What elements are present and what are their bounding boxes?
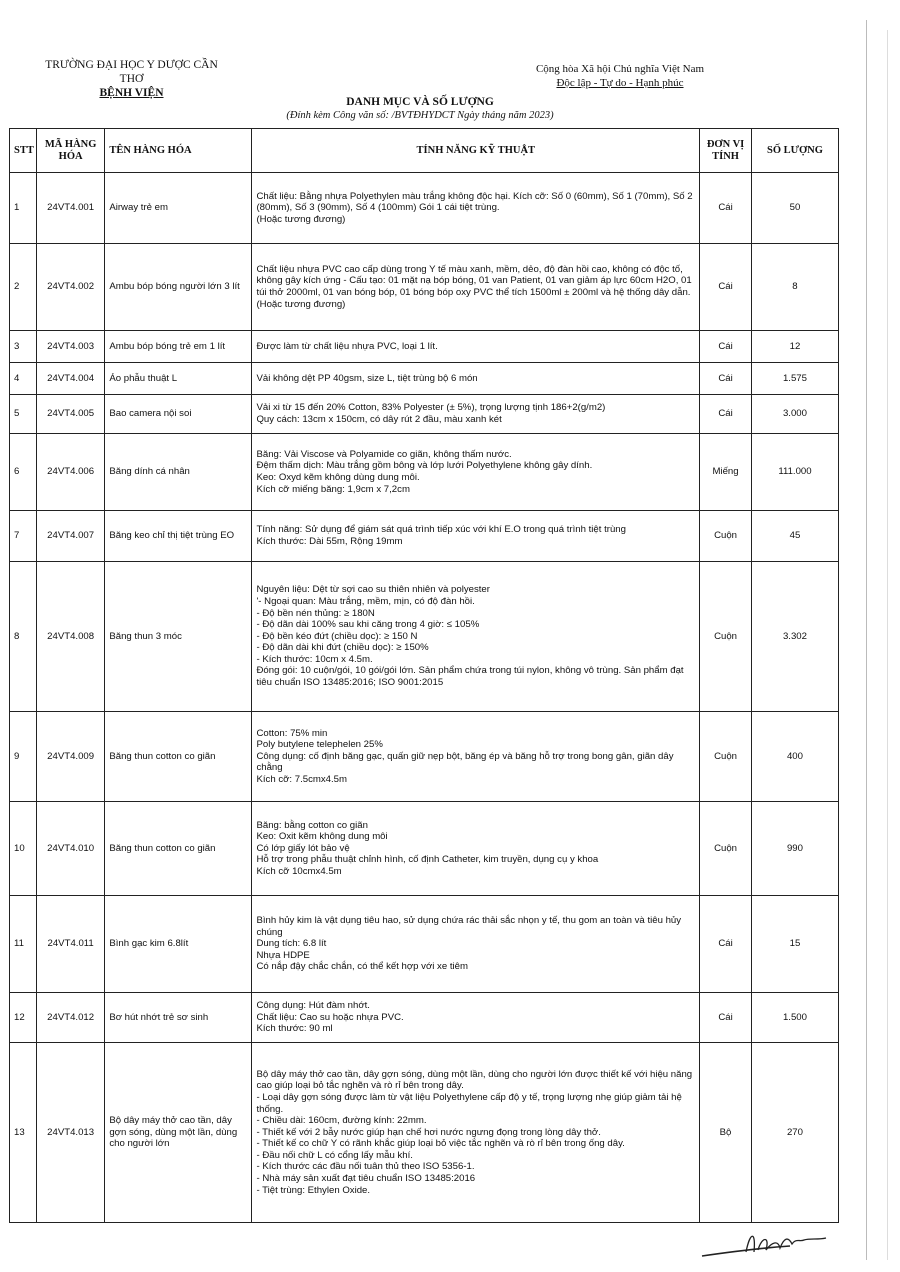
document-title: DANH MỤC VÀ SỐ LƯỢNG (346, 96, 494, 108)
header-stt: STT (10, 129, 37, 173)
cell-spec: Băng: bằng cotton co giãn Keo: Oxit kẽm không dung môi Có lớp giấy lót bảo vệ Hỗ trợ trong phẫu thuật chỉnh hình, cố định Catheter, kim truyền, dụng cụ y khoa Kích cỡ 10cmx4.5m (252, 802, 700, 896)
cell-stt: 8 (10, 562, 37, 712)
cell-don-vi: Cái (700, 331, 752, 363)
header-so-luong: SỐ LƯỢNG (751, 129, 838, 173)
cell-ten: Ambu bóp bóng người lớn 3 lít (105, 244, 252, 331)
cell-stt: 5 (10, 395, 37, 434)
cell-spec: Bộ dây máy thở cao tần, dây gợn sóng, dùng một lần, dùng cho người lớn được thiết kế với hiệu năng cao giúp loại bỏ tắc nghẽn và rò rỉ bên trong dây. - Loại dây gợn sóng được làm từ vật liệu Polyethylene cấp độ y tế, trọng lượng nhẹ giúp giảm tải hệ thống. - Chiều dài: 160cm, đường kính: 22mm. - Thiết kế với 2 bẫy nước giúp hạn chế hơi nước ngưng đọng trong lòng dây thở. - Thiết kế co chữ Y có rãnh khắc giúp loại bỏ việc tắc nghẽn và rò rỉ bên trong ống dây. - Đầu nối chữ L có cổng lấy mẫu khí. - Kích thước các đầu nối tuân thủ theo ISO 5356-1. - Nhà máy sản xuất đạt tiêu chuẩn ISO 13485:2016 - Tiệt trùng: Ethylen Oxide. (252, 1043, 700, 1223)
scan-edge-line (887, 30, 888, 1260)
cell-ten: Băng thun cotton co giãn (105, 802, 252, 896)
scan-edge-line (866, 20, 867, 1260)
cell-ma: 24VT4.011 (36, 896, 104, 993)
cell-so-luong: 15 (751, 896, 838, 993)
cell-stt: 7 (10, 511, 37, 562)
cell-don-vi: Cái (700, 363, 752, 395)
table-row (10, 511, 839, 562)
cell-ten: Áo phẫu thuật L (105, 363, 252, 395)
cell-stt: 13 (10, 1043, 37, 1223)
cell-ten: Bao camera nội soi (105, 395, 252, 434)
cell-stt: 2 (10, 244, 37, 331)
cell-stt: 11 (10, 896, 37, 993)
cell-so-luong: 3.302 (751, 562, 838, 712)
cell-don-vi: Cái (700, 993, 752, 1043)
cell-stt: 9 (10, 712, 37, 802)
cell-so-luong: 8 (751, 244, 838, 331)
cell-spec: Công dụng: Hút đàm nhớt. Chất liệu: Cao su hoặc nhựa PVC. Kích thước: 90 ml (252, 993, 700, 1043)
header-don-vi: ĐƠN VỊ TÍNH (700, 129, 752, 173)
cell-ten: Bơ hút nhớt trẻ sơ sinh (105, 993, 252, 1043)
cell-so-luong: 990 (751, 802, 838, 896)
university-name: TRƯỜNG ĐẠI HỌC Y DƯỢC CẦN THƠ (45, 59, 218, 85)
cell-spec: Cotton: 75% min Poly butylene telephelen 25% Công dụng: cố định băng gạc, quấn giữ nẹp bột, băng ép và băng hỗ trợ trong bong gân, giãn dây chằng Kích cỡ: 7.5cmx4.5m (252, 712, 700, 802)
cell-ma: 24VT4.009 (36, 712, 104, 802)
cell-ma: 24VT4.013 (36, 1043, 104, 1223)
cell-stt: 10 (10, 802, 37, 896)
document-subtitle: (Đính kèm Công văn số: /BVTĐHYDCT Ngày tháng năm 2023) (286, 110, 554, 121)
cell-ma: 24VT4.010 (36, 802, 104, 896)
cell-ma: 24VT4.006 (36, 434, 104, 511)
cell-stt: 6 (10, 434, 37, 511)
cell-don-vi: Cuộn (700, 712, 752, 802)
cell-don-vi: Bộ (700, 1043, 752, 1223)
cell-spec: Chất liệu nhựa PVC cao cấp dùng trong Y tế màu xanh, mềm, dẻo, độ đàn hồi cao, không có độc tố, không gây kích ứng - Cấu tạo: 01 mặt nạ bóp bóng, 01 van Patient, 01 van giảm áp lực 60cm H2O, 01 túi thở 2000ml, 01 van bóng bóp, 01 bóng bóp oxy PVC thể tích 1500ml ± 200ml và hệ thống dây dẫn. (Hoặc tương đương) (252, 244, 700, 331)
cell-spec: Vải xi từ 15 đến 20% Cotton, 83% Polyester (± 5%), trọng lượng tịnh 186+2(g/m2) Quy cách: 13cm x 150cm, có dây rút 2 đầu, màu xanh két (252, 395, 700, 434)
header-ma-hang-hoa: MÃ HÀNG HÓA (36, 129, 104, 173)
cell-ten: Băng thun 3 móc (105, 562, 252, 712)
issuing-organization (44, 58, 219, 100)
cell-spec: Tính năng: Sử dụng để giám sát quá trình tiếp xúc với khí E.O trong quá trình tiệt trùng Kích thước: Dài 55m, Rộng 19mm (252, 511, 700, 562)
national-motto (525, 62, 715, 90)
cell-ma: 24VT4.005 (36, 395, 104, 434)
cell-don-vi: Cái (700, 395, 752, 434)
cell-so-luong: 111.000 (751, 434, 838, 511)
cell-don-vi: Cuộn (700, 802, 752, 896)
cell-ma: 24VT4.004 (36, 363, 104, 395)
cell-ten: Bình gạc kim 6.8lít (105, 896, 252, 993)
cell-spec: Vải không dệt PP 40gsm, size L, tiệt trùng bộ 6 món (252, 363, 700, 395)
item-table (9, 128, 839, 1223)
table-row (10, 173, 839, 244)
table-row (10, 896, 839, 993)
table-row (10, 395, 839, 434)
cell-don-vi: Cái (700, 244, 752, 331)
cell-ma: 24VT4.003 (36, 331, 104, 363)
cell-so-luong: 3.000 (751, 395, 838, 434)
cell-so-luong: 50 (751, 173, 838, 244)
table-row (10, 712, 839, 802)
cell-so-luong: 400 (751, 712, 838, 802)
cell-stt: 1 (10, 173, 37, 244)
cell-so-luong: 1.500 (751, 993, 838, 1043)
table-row (10, 993, 839, 1043)
cell-ma: 24VT4.002 (36, 244, 104, 331)
cell-so-luong: 12 (751, 331, 838, 363)
cell-so-luong: 45 (751, 511, 838, 562)
cell-spec: Nguyên liệu: Dệt từ sợi cao su thiên nhiên và polyester '- Ngoại quan: Màu trắng, mềm, mịn, có độ đàn hồi. - Độ bền nén thủng: ≥ 180N - Độ dãn dài 100% sau khi căng trong 4 giờ: ≤ 105% - Độ bền kéo đứt (chiều dọc): ≥ 150 N - Độ dãn dài khi đứt (chiều dọc): ≥ 150% - Kích thước: 10cm x 4.5m. Đóng gói: 10 cuộn/gói, 10 gói/gói lớn. Sản phẩm chứa trong túi nylon, không vô trùng. Sản phẩm đạt tiêu chuẩn ISO 13485:2016; ISO 9001:2015 (252, 562, 700, 712)
nation-name: Cộng hòa Xã hội Chủ nghĩa Việt Nam (535, 63, 705, 75)
cell-ma: 24VT4.007 (36, 511, 104, 562)
cell-ten: Băng keo chỉ thị tiệt trùng EO (105, 511, 252, 562)
cell-don-vi: Miếng (700, 434, 752, 511)
header-tinh-nang: TÍNH NĂNG KỸ THUẬT (252, 129, 700, 173)
cell-stt: 12 (10, 993, 37, 1043)
table-row (10, 331, 839, 363)
cell-ma: 24VT4.012 (36, 993, 104, 1043)
cell-ma: 24VT4.008 (36, 562, 104, 712)
table-row (10, 1043, 839, 1223)
cell-ma: 24VT4.001 (36, 173, 104, 244)
cell-so-luong: 270 (751, 1043, 838, 1223)
table-row (10, 244, 839, 331)
hospital-name: BỆNH VIỆN (99, 87, 164, 99)
table-row (10, 562, 839, 712)
cell-stt: 3 (10, 331, 37, 363)
cell-ten: Băng dính cá nhân (105, 434, 252, 511)
table-row (10, 434, 839, 511)
cell-spec: Được làm từ chất liệu nhựa PVC, loại 1 lít. (252, 331, 700, 363)
cell-ten: Airway trẻ em (105, 173, 252, 244)
cell-so-luong: 1.575 (751, 363, 838, 395)
motto-line: Độc lập - Tự do - Hạnh phúc (556, 77, 684, 89)
cell-don-vi: Cuộn (700, 562, 752, 712)
cell-spec: Chất liệu: Bằng nhựa Polyethylen màu trắng không độc hại. Kích cỡ: Số 0 (60mm), Số 1 (70mm), Số 2 (80mm), Số 3 (90mm), Số 4 (100mm) Gói 1 cái tiệt trùng. (Hoặc tương đương) (252, 173, 700, 244)
cell-ten: Bộ dây máy thở cao tần, dây gợn sóng, dùng một lần, dùng cho người lớn (105, 1043, 252, 1223)
table-row (10, 802, 839, 896)
cell-spec: Băng: Vải Viscose và Polyamide co giãn, không thấm nước. Đệm thấm dịch: Màu trắng gồm bông và lớp lưới Polyethylene không gây dính. Keo: Oxyd kẽm không dùng dung môi. Kích cỡ miếng băng: 1,9cm x 7,2cm (252, 434, 700, 511)
cell-don-vi: Cái (700, 896, 752, 993)
handwritten-signature (700, 1222, 830, 1262)
cell-don-vi: Cuộn (700, 511, 752, 562)
cell-spec: Bình hủy kim là vật dụng tiêu hao, sử dụng chứa rác thải sắc nhọn y tế, thu gom an toàn và tiêu hủy chúng Dung tích: 6.8 lít Nhựa HDPE Có nắp đậy chắc chắn, có thể kết hợp với xe tiêm (252, 896, 700, 993)
cell-stt: 4 (10, 363, 37, 395)
table-header-row (10, 129, 839, 173)
header-ten-hang-hoa: TÊN HÀNG HÓA (105, 129, 252, 173)
cell-ten: Ambu bóp bóng trẻ em 1 lít (105, 331, 252, 363)
table-row (10, 363, 839, 395)
cell-ten: Băng thun cotton co giãn (105, 712, 252, 802)
cell-don-vi: Cái (700, 173, 752, 244)
